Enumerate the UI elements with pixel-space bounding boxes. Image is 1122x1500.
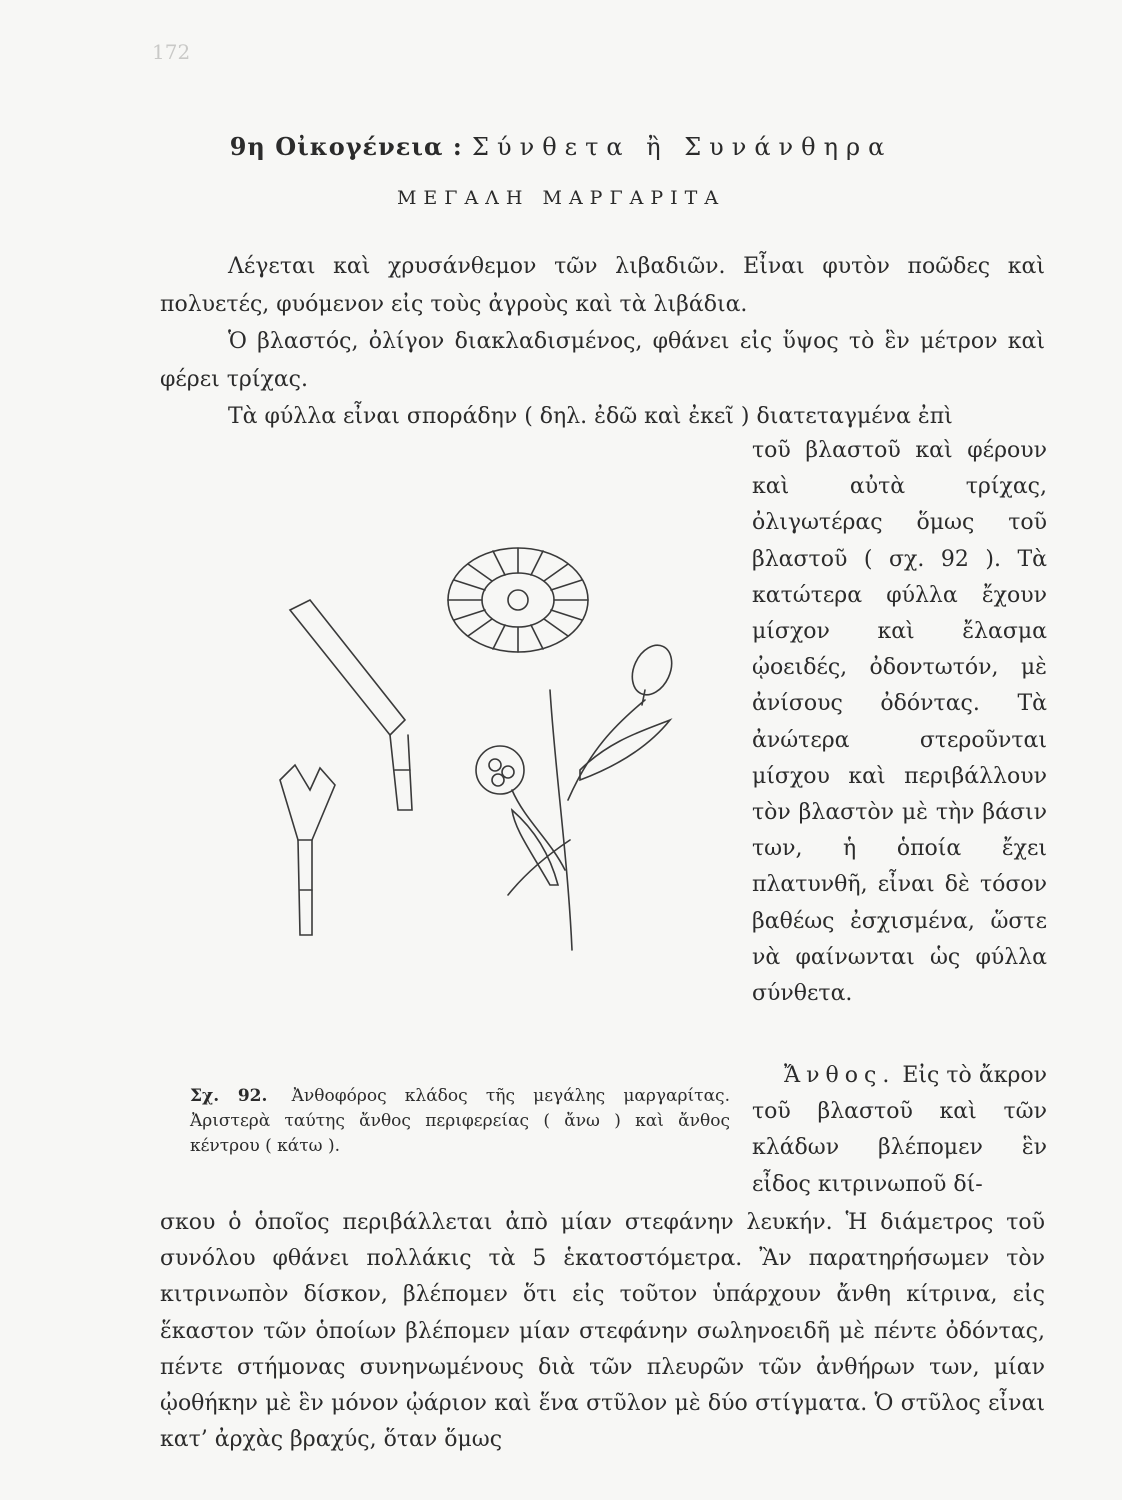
intro-paragraph-3: Τὰ φύλλα εἶναι σποράδην ( δηλ. ἐδῶ καὶ ἐκεῖ ) διατεταγμένα ἐπὶ <box>228 404 953 429</box>
page-number: 172 <box>152 40 191 64</box>
figure-caption <box>190 1084 730 1159</box>
intro-text <box>160 248 1045 436</box>
heading-prefix: 9η Οἰκογένεια : <box>229 132 463 161</box>
side-column-text: τοῦ βλαστοῦ καὶ φέρουν καὶ αὐτὰ τρίχας, ὀλιγωτέρας ὅμως τοῦ βλαστοῦ ( σχ. 92 ). Τὰ κατώτερα φύλλα ἔχουν μίσχον καὶ ἔλασμα ᾠοειδές, ὀδοντωτόν, μὲ ἀνίσους ὀδόντας. Τὰ ἀνώτερα στεροῦνται μίσχου καὶ περιβάλλουν τὸν βλαστὸν μὲ τὴν βάσιν των, ἡ ὁποία ἔχει πλατυνθῆ, εἶναι δὲ τόσον βαθέως ἐσχισμένα, ὥστε νὰ φαίνωνται ὡς φύλλα σύνθετα. <box>752 438 1047 1007</box>
intro-paragraph-1: Λέγεται καὶ χρυσάνθεμον τῶν λιβαδιῶν. Εἶναι φυτὸν ποῶδες καὶ πολυετές, φυόμενον εἰς τοὺς ἀγροὺς καὶ τὰ λιβάδια. <box>160 254 1045 317</box>
section-title: ΜΕΓΑΛΗ ΜΑΡΓΑΡΙΤΑ <box>396 187 726 209</box>
intro-paragraph-2: Ὁ βλαστός, ὀλίγον διακλαδισμένος, φθάνει εἰς ὕψος τὸ ἓν μέτρον καὶ φέρει τρίχας. <box>160 329 1045 392</box>
caption-text: Ἀνθοφόρος κλάδος τῆς μεγάλης μαργαρίτας. Ἀριστερὰ ταύτης ἄνθος περιφερείας ( ἄνω ) καὶ ἄνθος κέντρου ( κάτω ). <box>190 1086 730 1156</box>
bottom-paragraph: σκου ὁ ὁποῖος περιβάλλεται ἀπὸ μίαν στεφάνην λευκήν. Ἡ διάμετρος τοῦ συνόλου φθάνει πολλάκις τὰ 5 ἑκατοστόμετρα. Ἂν παρατηρήσωμεν τὸν κιτρινωπὸν δίσκον, βλέπομεν ὅτι εἰς τοῦτον ὑπάρχουν ἄνθη κίτρινα, εἰς ἕκαστον τῶν ὁποίων βλέπομεν μίαν στεφάνην σωληνοειδῆ μὲ πέντε ὀδόντας, πέντε στήμονας συνηνωμένους διὰ τῶν πλευρῶν τῶν ἀνθήρων των, μίαν ᾠοθήκην μὲ ἓν μόνον ᾠάριον καὶ ἕνα στῦλον μὲ δύο στίγματα. Ὁ στῦλος εἶναι κατ’ ἀρχὰς βραχύς, ὅταν ὅμως <box>160 1210 1045 1453</box>
page-title <box>0 132 1122 161</box>
anthos-text: Εἰς τὸ ἄκρον τοῦ βλαστοῦ καὶ τῶν κλάδων βλέπομεν ἓν εἶδος κιτρινωποῦ δί- <box>752 1063 1047 1197</box>
caption-label: Σχ. 92. <box>190 1086 268 1106</box>
daisy-figure <box>250 540 730 960</box>
anthos-heading: Ἄνθος. <box>784 1063 896 1088</box>
heading-family: Σύνθετα ἢ Συνάνθηρα <box>472 133 893 161</box>
side-column-text-2 <box>752 1058 1047 1203</box>
daisy-branch-illustration-icon <box>250 540 730 960</box>
